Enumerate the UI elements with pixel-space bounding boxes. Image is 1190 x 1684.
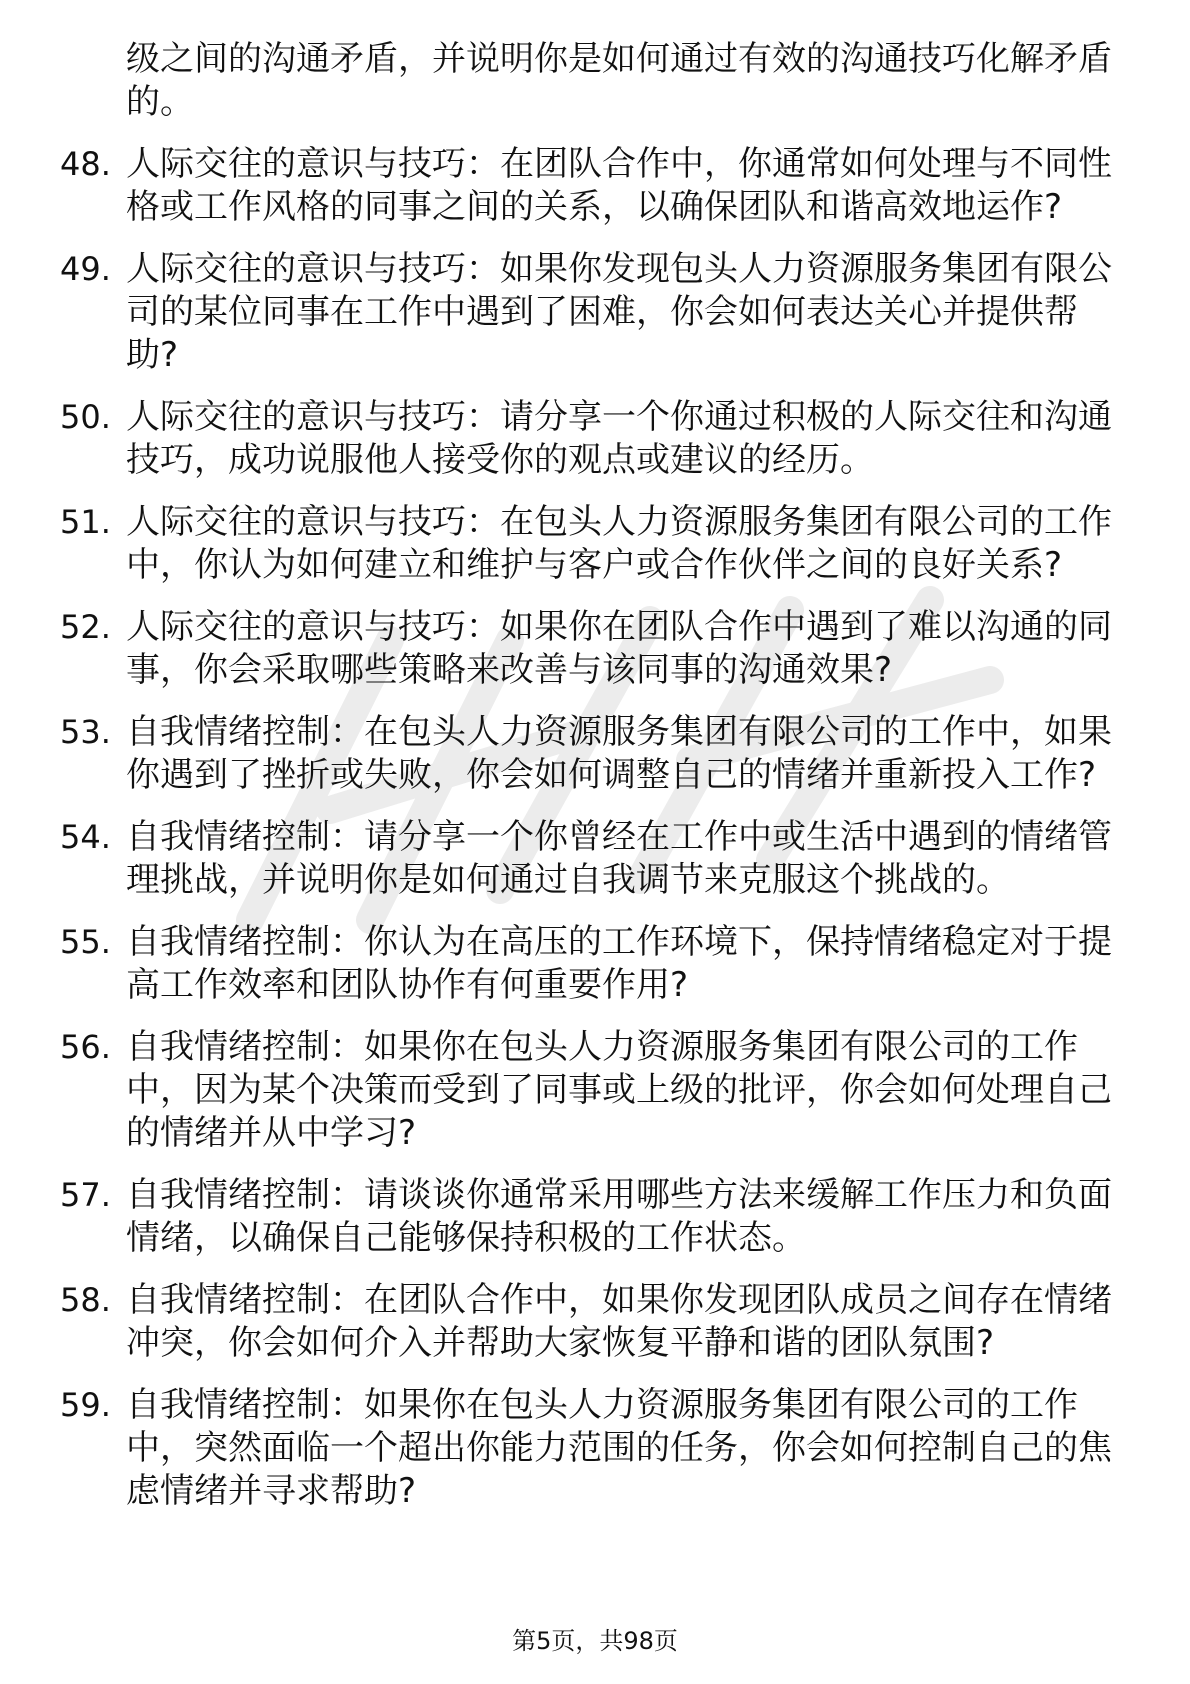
item-text: 自我情绪控制：在包头人力资源服务集团有限公司的工作中，如果你遇到了挫折或失败，你会如何调整自己的情绪并重新投入工作? (126, 712, 1112, 795)
list-item (60, 606, 1120, 692)
list-item (60, 1174, 1120, 1260)
item-number: 49. (60, 250, 111, 288)
list-item (60, 816, 1120, 902)
list-item (60, 1026, 1120, 1155)
list-item (60, 1279, 1120, 1365)
item-text: 人际交往的意识与技巧：如果你在团队合作中遇到了难以沟通的同事，你会采取哪些策略来改善与该同事的沟通效果? (126, 607, 1112, 690)
item-number: 53. (60, 713, 111, 751)
list-item (60, 143, 1120, 229)
list-item (60, 921, 1120, 1007)
item-number: 52. (60, 608, 111, 646)
item-text: 人际交往的意识与技巧：在包头人力资源服务集团有限公司的工作中，你认为如何建立和维护与客户或合作伙伴之间的良好关系? (126, 502, 1112, 585)
item-text: 自我情绪控制：请分享一个你曾经在工作中或生活中遇到的情绪管理挑战，并说明你是如何通过自我调节来克服这个挑战的。 (126, 817, 1112, 900)
item-number: 57. (60, 1176, 111, 1214)
item-number: 54. (60, 818, 111, 856)
item-text: 人际交往的意识与技巧：在团队合作中，你通常如何处理与不同性格或工作风格的同事之间的关系，以确保团队和谐高效地运作? (126, 144, 1112, 227)
item-text: 自我情绪控制：如果你在包头人力资源服务集团有限公司的工作中，突然面临一个超出你能力范围的任务，你会如何控制自己的焦虑情绪并寻求帮助? (126, 1385, 1112, 1511)
item-number: 48. (60, 145, 111, 183)
item-number: 50. (60, 398, 111, 436)
item-number: 51. (60, 503, 111, 541)
list-item (60, 501, 1120, 587)
item-number: 55. (60, 923, 111, 961)
item-number: 56. (60, 1028, 111, 1066)
item-text: 自我情绪控制：请谈谈你通常采用哪些方法来缓解工作压力和负面情绪，以确保自己能够保持积极的工作状态。 (126, 1175, 1112, 1258)
list-item (60, 396, 1120, 482)
item-text: 自我情绪控制：你认为在高压的工作环境下，保持情绪稳定对于提高工作效率和团队协作有何重要作用? (126, 922, 1112, 1005)
list-item (60, 248, 1120, 377)
item-text: 人际交往的意识与技巧：如果你发现包头人力资源服务集团有限公司的某位同事在工作中遇到了困难，你会如何表达关心并提供帮助? (126, 249, 1112, 375)
page-footer: 第5页，共98页 (512, 1627, 678, 1655)
question-list (60, 38, 1120, 1513)
item-number: 59. (60, 1386, 111, 1424)
list-item (60, 711, 1120, 797)
list-item (60, 1384, 1120, 1513)
item-number: 58. (60, 1281, 111, 1319)
continuation-text: 级之间的沟通矛盾，并说明你是如何通过有效的沟通技巧化解矛盾的。 (126, 39, 1112, 122)
item-text: 自我情绪控制：在团队合作中，如果你发现团队成员之间存在情绪冲突，你会如何介入并帮助大家恢复平静和谐的团队氛围? (126, 1280, 1112, 1363)
item-text: 人际交往的意识与技巧：请分享一个你通过积极的人际交往和沟通技巧，成功说服他人接受你的观点或建议的经历。 (126, 397, 1112, 480)
item-text: 自我情绪控制：如果你在包头人力资源服务集团有限公司的工作中，因为某个决策而受到了同事或上级的批评，你会如何处理自己的情绪并从中学习? (126, 1027, 1112, 1153)
